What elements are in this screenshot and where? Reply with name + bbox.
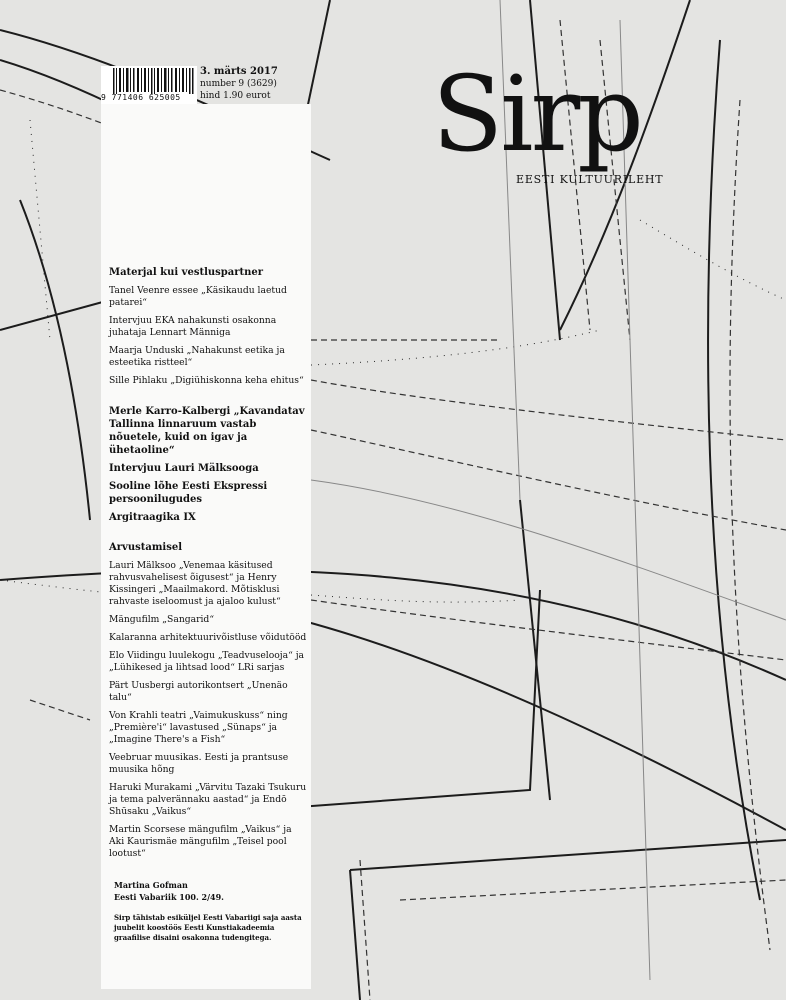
highlight-item: Merle Karro-Kalbergi „Kavandatav Tallinna linnaruum vastab nõuetele, kuid on igav ja ühetaoline“ [109,406,305,456]
review-item: Von Krahli teatri „Vaimukuskuss“ ning „Première'i“ lavastused „Sünaps“ ja „Imagine There's a Fish“ [109,710,288,745]
credit-artist: Martina Gofman [114,880,188,890]
highlight-item: Sooline lõhe Eesti Ekspressi persoonilugudes [109,481,268,505]
section-title: Arvustamisel [109,542,183,553]
credit-note: Sirp tähistab esiküljel Eesti Vabariigi saja aasta juubelit koostöös Eesti Kunstiakadeemia graafilise disaini osakonna tudengitega. [114,913,302,942]
issue-date: 3. märts 2017 [200,66,278,77]
review-item: Veebruar muusikas. Eesti ja prantsuse muusika hõng [109,752,289,775]
issue-info [200,66,278,102]
review-item: Kalaranna arhitektuurivõistluse võidutööd [109,632,307,643]
section-title: Materjal kui vestluspartner [109,267,264,278]
issue-number: number 9 (3629) [200,79,277,89]
barcode-bars [113,68,195,94]
cover-credit [114,879,309,943]
credit-work: Eesti Vabariik 100. 2/49. [114,892,224,902]
barcode [101,66,197,104]
review-item: Martin Scorsese mängufilm „Vaikus“ ja Aki Kaurismäe mängufilm „Teisel pool lootust“ [109,824,292,859]
masthead [432,53,682,186]
highlight-item: Argitraagika IX [109,512,196,523]
issue-price: hind 1.90 eurot [200,91,271,101]
review-item: Elo Viidingu luulekogu „Teadvuselooja“ ja „Lühikesed ja lihtsad lood“ LRi sarjas [109,650,305,673]
contents-item: Tanel Veenre essee „Käsikaudu laetud patarei“ [109,285,287,308]
masthead-logo: Sirp [432,53,641,175]
review-item: Lauri Mälksoo „Venemaa käsitused rahvusvahelisest õigusest“ ja Henry Kissingeri „Maailmakord. Mõtisklusi rahvaste iseloomust ja ajaloo kulust“ [109,560,281,607]
barcode-digits: 9 771406 625005 [101,93,181,102]
review-item: Pärt Uusbergi autorikontsert „Unenäo talu“ [109,680,288,703]
contents-item: Sille Pihlaku „Digiühiskonna keha ehitus“ [109,375,304,386]
table-of-contents [109,266,309,866]
masthead-tagline: EESTI KULTUURILEHT [516,173,664,186]
contents-item: Intervjuu EKA nahakunsti osakonna juhataja Lennart Männiga [109,315,277,338]
contents-item: Maarja Unduski „Nahakunst eetika ja esteetika ristteel“ [109,345,285,368]
review-item: Mängufilm „Sangarid“ [109,614,215,625]
review-item: Haruki Murakami „Värvitu Tazaki Tsukuru ja tema palverännaku aastad“ ja Endō Shūsaku „Vaikus“ [109,782,307,817]
highlight-item: Intervjuu Lauri Mälksooga [109,463,259,474]
